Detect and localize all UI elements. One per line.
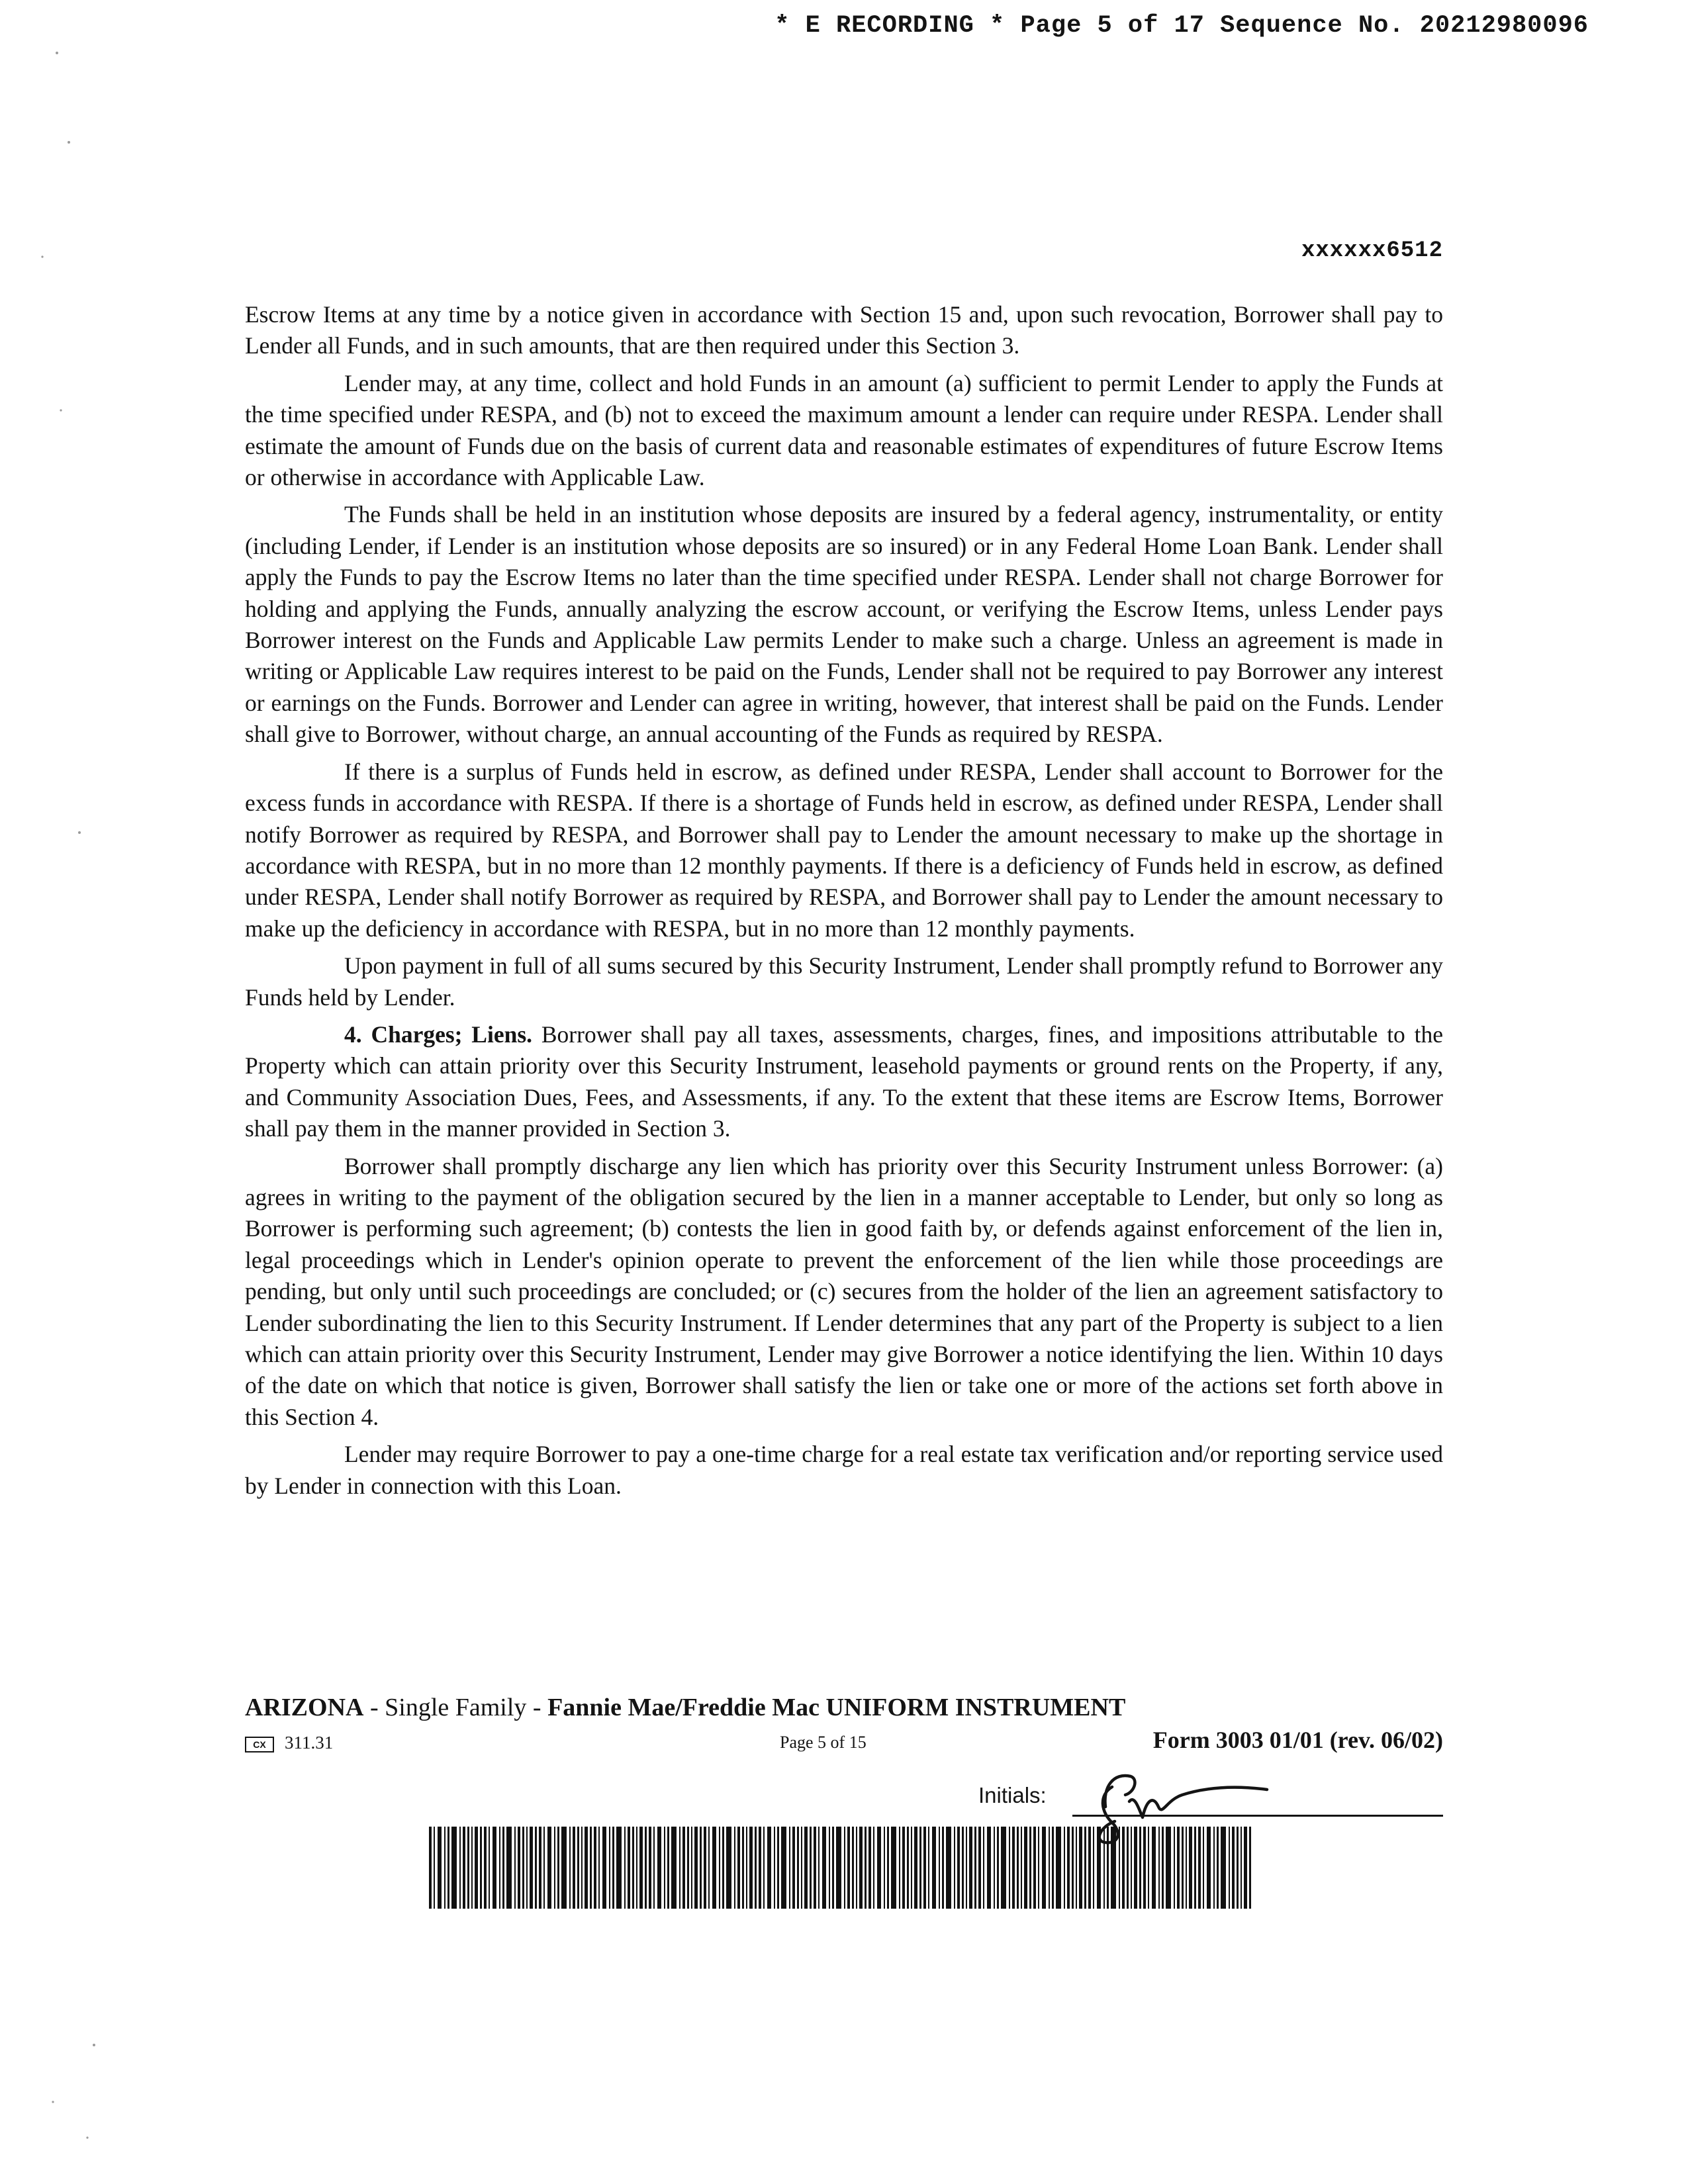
barcode-bar: [1107, 1827, 1109, 1909]
barcode-bar: [810, 1827, 812, 1909]
barcode-bar: [818, 1827, 820, 1909]
barcode-bar: [451, 1827, 457, 1909]
page-reference: Page 5 of 15: [780, 1733, 867, 1752]
barcode-bar: [899, 1827, 900, 1909]
barcode-bar: [1131, 1827, 1132, 1909]
barcode-bar: [1097, 1827, 1101, 1909]
barcode-bar: [434, 1827, 435, 1909]
barcode-bar: [557, 1827, 559, 1909]
form-code-group: [245, 1733, 333, 1753]
barcode-bar: [547, 1827, 551, 1909]
barcode-bar: [480, 1827, 482, 1909]
barcode-bar: [801, 1827, 802, 1909]
barcode-bar: [526, 1827, 528, 1909]
barcode-bar: [797, 1827, 799, 1909]
barcode-bar: [997, 1827, 999, 1909]
barcode-bar: [774, 1827, 775, 1909]
barcode-bar: [847, 1827, 850, 1909]
barcode-bar: [919, 1827, 921, 1909]
barcode-bar: [1079, 1827, 1082, 1909]
barcode-bar: [1064, 1827, 1065, 1909]
barcode-bar: [569, 1827, 571, 1909]
barcode-bar: [1052, 1827, 1054, 1909]
paragraph-refund: Upon payment in full of all sums secured by this Security Instrument, Lender shall promptly refund to Borrower any Funds held by Lender.: [245, 952, 1443, 1011]
barcode-bar: [832, 1827, 834, 1909]
barcode-bar: [700, 1827, 702, 1909]
barcode-bar: [1217, 1827, 1219, 1909]
barcode-bar: [742, 1827, 744, 1909]
barcode-bar: [1158, 1827, 1160, 1909]
barcode-bar: [978, 1827, 981, 1909]
paragraph-tax-verification: Lender may require Borrower to pay a one-time charge for a real estate tax verification and/or reporting service used by Lender in connection with this Loan.: [245, 1441, 1443, 1499]
section-4-heading: 4. Charges; Liens.: [344, 1021, 533, 1048]
publisher-logo: CX: [245, 1737, 274, 1752]
barcode-bar: [957, 1827, 960, 1909]
barcode-bar: [792, 1827, 795, 1909]
barcode-bar: [704, 1827, 706, 1909]
barcode-bar: [939, 1827, 940, 1909]
barcode-bar: [1194, 1827, 1196, 1909]
barcode-bar: [755, 1827, 757, 1909]
barcode-bar: [1152, 1827, 1156, 1909]
barcode-bar: [581, 1827, 583, 1909]
barcode-bar: [873, 1827, 874, 1909]
barcode-bar: [777, 1827, 779, 1909]
section-4-charges-liens: [245, 1019, 1443, 1145]
barcode-bar: [856, 1827, 857, 1909]
barcode-bar: [530, 1827, 533, 1909]
barcode-bar: [734, 1827, 735, 1909]
initials-label: Initials:: [978, 1783, 1047, 1807]
barcode-bar: [502, 1827, 504, 1909]
barcode-bar: [492, 1827, 496, 1909]
paragraph-funds-held: The Funds shall be held in an institution whose deposits are insured by a federal agency, instrumentality, or entity (including Lender, if Lender is an institution whose deposits are so insured) or in any Federal Home Loan Bank. Lender shall apply the Funds to pay the Escrow Items no later than the time specified under RESPA. Lender shall not charge Borrower for holding and applying the Funds, annually analyzing the escrow account, or verifying the Escrow Items, unless Lender pays Borrower interest on the Funds and Applicable Law permits Lender to make such a charge. Unless an agreement is made in writing or Applicable Law requires interest to be paid on the Funds, Lender shall not be required to pay Borrower any interest or earnings on the Funds. Borrower and Lender can agree in writing, however, that interest shall be paid on the Funds. Lender shall give to Borrower, without charge, an annual accounting of the Funds as required by RESPA.: [245, 501, 1443, 748]
barcode-bar: [1162, 1827, 1164, 1909]
barcode-bar: [1186, 1827, 1187, 1909]
barcode-bar: [447, 1827, 449, 1909]
barcode-bar: [590, 1827, 592, 1909]
barcode-bar: [962, 1827, 964, 1909]
barcode-bar: [1119, 1827, 1120, 1909]
footer-property-type: Single Family: [385, 1694, 527, 1721]
footer-instrument: Fannie Mae/Freddie Mac UNIFORM INSTRUMENT: [547, 1694, 1126, 1721]
barcode-bar: [852, 1827, 854, 1909]
barcode-bar: [1249, 1827, 1251, 1909]
barcode-bar: [1012, 1827, 1015, 1909]
barcode-bar: [1033, 1827, 1036, 1909]
barcode-bar: [467, 1827, 469, 1909]
barcode-bar: [804, 1827, 808, 1909]
barcode-bar: [438, 1827, 442, 1909]
section-4-text: Borrower shall pay all taxes, assessments, charges, fines, and impositions attributable to the Property which can attain priority over this Security Instrument, leasehold payments or ground rents on the Property, if any, and Community Association Dues, Fees, and Assessments, if any. To the extent that these items are Escrow Items, Borrower shall pay them in the manner provided in Section 3.: [245, 1021, 1444, 1142]
barcode-bar: [594, 1827, 596, 1909]
barcode-bar: [522, 1827, 524, 1909]
barcode-bar: [994, 1827, 995, 1909]
barcode-bar: [789, 1827, 790, 1909]
barcode-bar: [1241, 1827, 1242, 1909]
barcode-bar: [1001, 1827, 1006, 1909]
barcode-bar: [664, 1827, 665, 1909]
barcode-bar: [1203, 1827, 1204, 1909]
barcode-bar: [602, 1827, 606, 1909]
barcode-bar: [687, 1827, 689, 1909]
paragraph-collect-funds: Lender may, at any time, collect and hold Funds in an amount (a) sufficient to permit Lender to apply the Funds at the time specified under RESPA, and (b) not to exceed the maximum amount a lender can require under RESPA. Lender shall estimate the amount of Funds due on the basis of current data and reasonable estimates of expenditures of future Escrow Items or otherwise in accordance with Applicable Law.: [245, 369, 1443, 491]
barcode-bar: [859, 1827, 863, 1909]
barcode-bar: [561, 1827, 567, 1909]
barcode-bar: [969, 1827, 972, 1909]
barcode-bar: [712, 1827, 716, 1909]
barcode-bar: [585, 1827, 588, 1909]
barcode-bar: [645, 1827, 647, 1909]
barcode-bar: [1177, 1827, 1180, 1909]
form-code: 311.31: [285, 1733, 334, 1752]
barcode-bar: [543, 1827, 545, 1909]
barcode-bar: [694, 1827, 698, 1909]
footer-separator-2: -: [526, 1694, 548, 1721]
barcode-bar: [946, 1827, 951, 1909]
barcode-bar: [463, 1827, 465, 1909]
barcode-bar: [639, 1827, 643, 1909]
barcode-bar: [514, 1827, 516, 1909]
barcode-bar: [1232, 1827, 1235, 1909]
barcode-bar: [887, 1827, 889, 1909]
barcode-bar: [1207, 1827, 1211, 1909]
barcode-bar: [577, 1827, 579, 1909]
barcode-bar: [966, 1827, 967, 1909]
barcode-bar: [429, 1827, 432, 1909]
barcode-bar: [489, 1827, 490, 1909]
barcode-bar: [987, 1827, 991, 1909]
barcode-bar: [484, 1827, 487, 1909]
barcode-bar: [1103, 1827, 1105, 1909]
barcode-bar: [632, 1827, 634, 1909]
barcode-bar: [691, 1827, 692, 1909]
barcode-bar: [719, 1827, 720, 1909]
barcode-bar: [759, 1827, 761, 1909]
paragraph-discharge-lien: Borrower shall promptly discharge any lien which has priority over this Security Instrument unless Borrower: (a) agrees in writing to the payment of the obligation secured by the lien in a manner acceptable to Lender, but only so long as Borrower is performing such agreement; (b) contests the lien in good faith by, or defends against enforcement of the lien in, legal proceedings which in Lender's opinion operate to prevent the enforcement of the lien while those proceedings are pending, but only until such proceedings are concluded; or (c) secures from the holder of the lien an agreement satisfactory to Lender subordinating the lien to this Security Instrument. If Lender determines that any part of the Property is subject to a lien which can attain priority over this Security Instrument, Lender may give Borrower a notice identifying the lien. Within 10 days of the date on which that notice is given, Borrower shall satisfy the lien or take one or more of the actions set forth above in this Section 4.: [245, 1152, 1443, 1430]
barcode-bar: [932, 1827, 936, 1909]
barcode-bar: [506, 1827, 512, 1909]
barcode-bar: [471, 1827, 473, 1909]
barcode-bar: [1072, 1827, 1074, 1909]
barcode-bar: [609, 1827, 610, 1909]
barcode-bar: [636, 1827, 637, 1909]
barcode-bar: [1198, 1827, 1201, 1909]
barcode-bar: [708, 1827, 710, 1909]
footer-state: ARIZONA: [245, 1694, 364, 1721]
barcode-bar: [749, 1827, 753, 1909]
barcode-bar: [1244, 1827, 1247, 1909]
barcode-bar: [1189, 1827, 1192, 1909]
barcode-bar: [781, 1827, 786, 1909]
barcode-bar: [535, 1827, 537, 1909]
barcode-bar: [1127, 1827, 1129, 1909]
barcode-bar: [518, 1827, 520, 1909]
barcode-bar: [844, 1827, 845, 1909]
barcode-bar: [836, 1827, 841, 1909]
barcode-bar: [1182, 1827, 1184, 1909]
barcode-bar: [1084, 1827, 1086, 1909]
scan-margin-marks: [0, 0, 132, 2184]
barcode-bar: [902, 1827, 905, 1909]
barcode-bar: [679, 1827, 680, 1909]
barcode-bar: [1229, 1827, 1230, 1909]
barcode-bar: [624, 1827, 626, 1909]
loan-number: xxxxxx6512: [1301, 238, 1443, 263]
barcode-bar: [657, 1827, 661, 1909]
barcode-bar: [767, 1827, 771, 1909]
barcode-bar: [737, 1827, 740, 1909]
barcode-bar: [667, 1827, 669, 1909]
barcode-bar: [746, 1827, 747, 1909]
barcode-bar: [1038, 1827, 1039, 1909]
barcode-bar: [539, 1827, 541, 1909]
barcode-bar: [459, 1827, 461, 1909]
barcode-bar: [682, 1827, 685, 1909]
barcode-bar: [822, 1827, 826, 1909]
barcode-bar: [1148, 1827, 1149, 1909]
barcode-bar: [763, 1827, 765, 1909]
form-footer-title: [245, 1693, 1125, 1722]
form-identifier: Form 3003 01/01 (rev. 06/02): [1152, 1727, 1443, 1753]
e-recording-stamp: * E RECORDING * Page 5 of 17 Sequence No. 20212980096: [774, 12, 1589, 40]
barcode-bar: [884, 1827, 885, 1909]
barcode-bar: [1111, 1827, 1116, 1909]
document-body: [245, 299, 1443, 1502]
barcode-bar: [444, 1827, 445, 1909]
barcode-bar: [814, 1827, 816, 1909]
barcode-bar: [1134, 1827, 1137, 1909]
barcode-bar: [726, 1827, 731, 1909]
barcode-bar: [1056, 1827, 1061, 1909]
barcode-bar: [891, 1827, 896, 1909]
barcode-bar: [1076, 1827, 1077, 1909]
barcode-bar: [907, 1827, 909, 1909]
paragraph-escrow-revocation: Escrow Items at any time by a notice given in accordance with Section 15 and, upon such revocation, Borrower shall pay to Lender all Funds, and in such amounts, that are then required under this Section 3.: [245, 301, 1443, 359]
barcode-bar: [653, 1827, 655, 1909]
barcode-bar: [649, 1827, 651, 1909]
barcode-bar: [928, 1827, 929, 1909]
barcode-bar: [868, 1827, 871, 1909]
barcode-bar: [1024, 1827, 1027, 1909]
barcode-bar: [1093, 1827, 1094, 1909]
barcode-bar: [1042, 1827, 1046, 1909]
barcode-bar: [911, 1827, 912, 1909]
barcode-bar: [671, 1827, 677, 1909]
barcode-bar: [914, 1827, 917, 1909]
barcode-bar: [612, 1827, 614, 1909]
barcode-bar: [598, 1827, 600, 1909]
barcode-bar: [1122, 1827, 1125, 1909]
form-info-line: [245, 1729, 1443, 1759]
barcode-bar: [1017, 1827, 1019, 1909]
barcode-bar: [1174, 1827, 1175, 1909]
barcode-bar: [616, 1827, 622, 1909]
barcode-bar: [1009, 1827, 1010, 1909]
barcode-bar: [1021, 1827, 1022, 1909]
barcode-bar: [923, 1827, 926, 1909]
barcode-bar: [1067, 1827, 1070, 1909]
footer-separator: -: [363, 1694, 385, 1721]
barcode-bar: [1029, 1827, 1031, 1909]
barcode-bar: [554, 1827, 555, 1909]
barcode-bar: [942, 1827, 944, 1909]
paragraph-surplus-shortage: If there is a surplus of Funds held in escrow, as defined under RESPA, Lender shall account to Borrower for the excess funds in accordance with RESPA. If there is a shortage of Funds held in escrow, as defined under RESPA, Lender shall notify Borrower as required by RESPA, and Borrower shall pay to Lender the amount necessary to make up the shortage in accordance with RESPA, but in no more than 12 monthly payments. If there is a deficiency of Funds held in escrow, as defined under RESPA, Lender shall notify Borrower as required by RESPA, and Borrower shall pay to Lender the amount necessary to make up the deficiency in accordance with RESPA, but in no more than 12 monthly payments.: [245, 758, 1443, 942]
barcode-bar: [1139, 1827, 1141, 1909]
barcode-bar: [499, 1827, 500, 1909]
barcode-bar: [1049, 1827, 1050, 1909]
barcode-bar: [573, 1827, 575, 1909]
barcode-bar: [1143, 1827, 1146, 1909]
barcode-bar: [877, 1827, 881, 1909]
barcode-bar: [829, 1827, 830, 1909]
barcode-bar: [475, 1827, 478, 1909]
barcode-bar: [865, 1827, 867, 1909]
barcode-bar: [974, 1827, 976, 1909]
barcode-bar: [983, 1827, 984, 1909]
barcode-bar: [1213, 1827, 1215, 1909]
barcode-bar: [1237, 1827, 1239, 1909]
barcode-bar: [954, 1827, 955, 1909]
barcode-bar: [1221, 1827, 1226, 1909]
barcode-bar: [722, 1827, 724, 1909]
barcode-bar: [1166, 1827, 1171, 1909]
barcode-bar: [1088, 1827, 1091, 1909]
barcode-bar: [628, 1827, 630, 1909]
document-barcode: [429, 1827, 1255, 1909]
